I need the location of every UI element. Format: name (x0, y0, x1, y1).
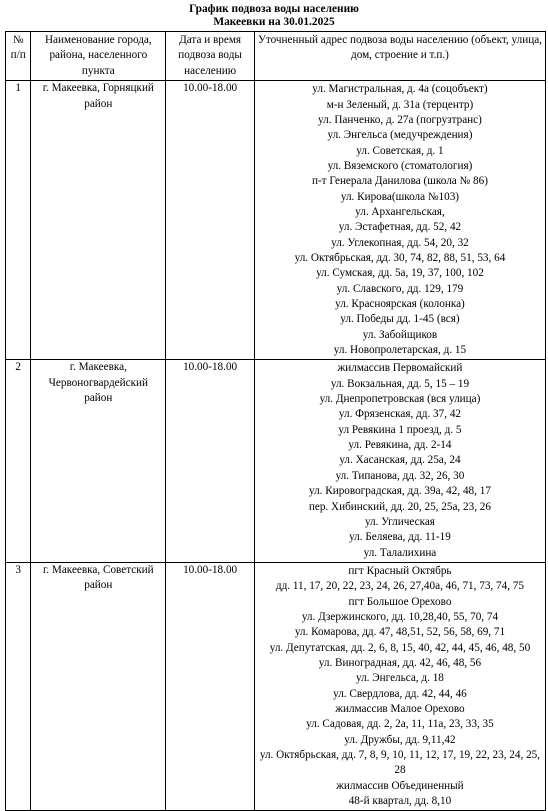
address-line: ул. Типанова, дд. 32, 26, 30 (335, 469, 465, 482)
address-line: ул. Кировоградская, дд. 39а, 42, 48, 17 (308, 485, 491, 498)
address-line: жилмассив Объединенный (336, 779, 464, 792)
water-delivery-schedule-table (5, 31, 546, 811)
address-line: ул. Магистральная, д. 4а (соцобъект) (312, 83, 488, 96)
document-title (0, 3, 548, 29)
address-line: ул. Октябрьская, дд. 7, 8, 9, 10, 11, 12, 17, 19, 22, 23, 24, 25, 28 (259, 749, 541, 777)
row-num: 2 (6, 360, 31, 562)
address-line: пгт Большое Орехово (348, 595, 452, 608)
title-line-1: График подвоза воды населению (189, 3, 359, 15)
address-line: ул. Депутатская, дд. 2, 6, 8, 15, 40, 42, 44, 45, 46, 48, 50 (269, 641, 531, 654)
row-addresses (254, 360, 545, 562)
address-line: 48-й квартал, дд. 8,10 (348, 795, 452, 808)
row-time: 10.00-18.00 (166, 81, 255, 360)
address-line: жилмассив Первомайский (337, 362, 463, 375)
header-num: № п/п (6, 32, 31, 81)
table-row (6, 81, 546, 360)
address-line: ул. Фрязенская, дд. 37, 42 (338, 408, 462, 421)
header-time: Дата и время подвоза воды населению (166, 32, 255, 81)
address-line: ул. Хасанская, дд. 25а, 24 (339, 454, 461, 467)
address-line: ул. Талалихина (363, 546, 437, 559)
address-line: ул. Сумская, дд. 5а, 19, 37, 100, 102 (316, 267, 484, 280)
table-body (6, 81, 546, 811)
address-line: пгт Красный Октябрь (348, 564, 452, 577)
row-name: г. Макеевка, Советский район (31, 562, 166, 811)
address-line: ул. Забойщиков (362, 328, 438, 341)
address-line: дд. 11, 17, 20, 22, 23, 24, 26, 27,40а, 46, 71, 73, 74, 75 (275, 580, 524, 593)
address-line: ул. Днепропетровская (вся улица) (319, 393, 481, 406)
address-line: ул. Эстафетная, дд. 52, 42 (338, 221, 462, 234)
title-line-2: Макеевки на 30.01.2025 (213, 16, 335, 28)
address-line: ул. Вяземского (стоматология) (327, 159, 473, 172)
row-name: г. Макеевка, Горняцкий район (31, 81, 166, 360)
address-line: ул. Панченко, д. 27а (погрузтранс) (318, 113, 482, 126)
address-line: ул. Новопролетарская, д. 15 (333, 344, 467, 357)
row-addresses (254, 562, 545, 811)
address-line: п-т Генерала Данилова (школа № 86) (311, 175, 488, 188)
address-line: ул. Славского, дд. 129, 179 (336, 282, 464, 295)
address-line: ул. Комарова, дд. 47, 48,51, 52, 56, 58, 69, 71 (294, 626, 506, 639)
address-line: ул. Энгельса (медучреждения) (327, 129, 473, 142)
row-num: 3 (6, 562, 31, 811)
row-num: 1 (6, 81, 31, 360)
address-line: ул Ревякина 1 проезд, д. 5 (338, 423, 462, 436)
row-name: г. Макеевка, Червоногвардейский район (31, 360, 166, 562)
address-line: ул. Углекопная, дд. 54, 20, 32 (331, 236, 469, 249)
address-line: ул. Свердлова, дд. 42, 44, 46 (333, 687, 467, 700)
address-line: ул. Дружбы, дд. 9,11,42 (344, 733, 456, 746)
address-line: ул. Советская, д. 1 (356, 144, 444, 157)
address-line: ул. Энгельса, д. 18 (356, 672, 444, 685)
address-line: ул. Победы дд. 1-45 (вся) (340, 313, 460, 326)
address-line: пер. Хибинский, дд. 20, 25, 25а, 23, 26 (308, 500, 491, 513)
table-row (6, 360, 546, 562)
table-header-row (6, 32, 546, 81)
address-line: ул. Архангельская, (355, 205, 445, 218)
address-line: жилмассив Малое Орехово (335, 702, 465, 715)
address-line: ул. Красноярская (колонка) (335, 298, 465, 311)
address-line: ул. Октябрьская, дд. 30, 74, 82, 88, 51, 53, 64 (294, 252, 506, 264)
table-row (6, 562, 546, 811)
address-line: ул. Кирова(школа №103) (340, 190, 460, 203)
address-line: ул. Виноградная, дд. 42, 46, 48, 56 (318, 656, 482, 669)
row-time: 10.00-18.00 (166, 562, 255, 811)
address-line: ул. Ревякина, дд. 2-14 (348, 439, 452, 452)
header-name: Наименование города, района, населенного пункта (31, 32, 166, 81)
row-time: 10.00-18.00 (166, 360, 255, 562)
header-address: Уточненный адрес подвоза воды населению (объект, улица, дом, строение и т.п.) (254, 32, 545, 81)
address-line: ул. Вокзальная, дд. 5, 15 – 19 (330, 377, 470, 390)
address-line: м-н Зеленый, д. 31а (терцентр) (326, 98, 474, 111)
address-line: ул. Дзержинского, дд. 10,28,40, 55, 70, 74 (301, 610, 499, 623)
address-line: ул. Беляева, дд. 11-19 (349, 531, 451, 544)
row-addresses (254, 81, 545, 360)
address-line: ул. Углическая (364, 515, 435, 528)
address-line: ул. Садовая, дд. 2, 2а, 11, 11а, 23, 33, 35 (306, 718, 494, 731)
